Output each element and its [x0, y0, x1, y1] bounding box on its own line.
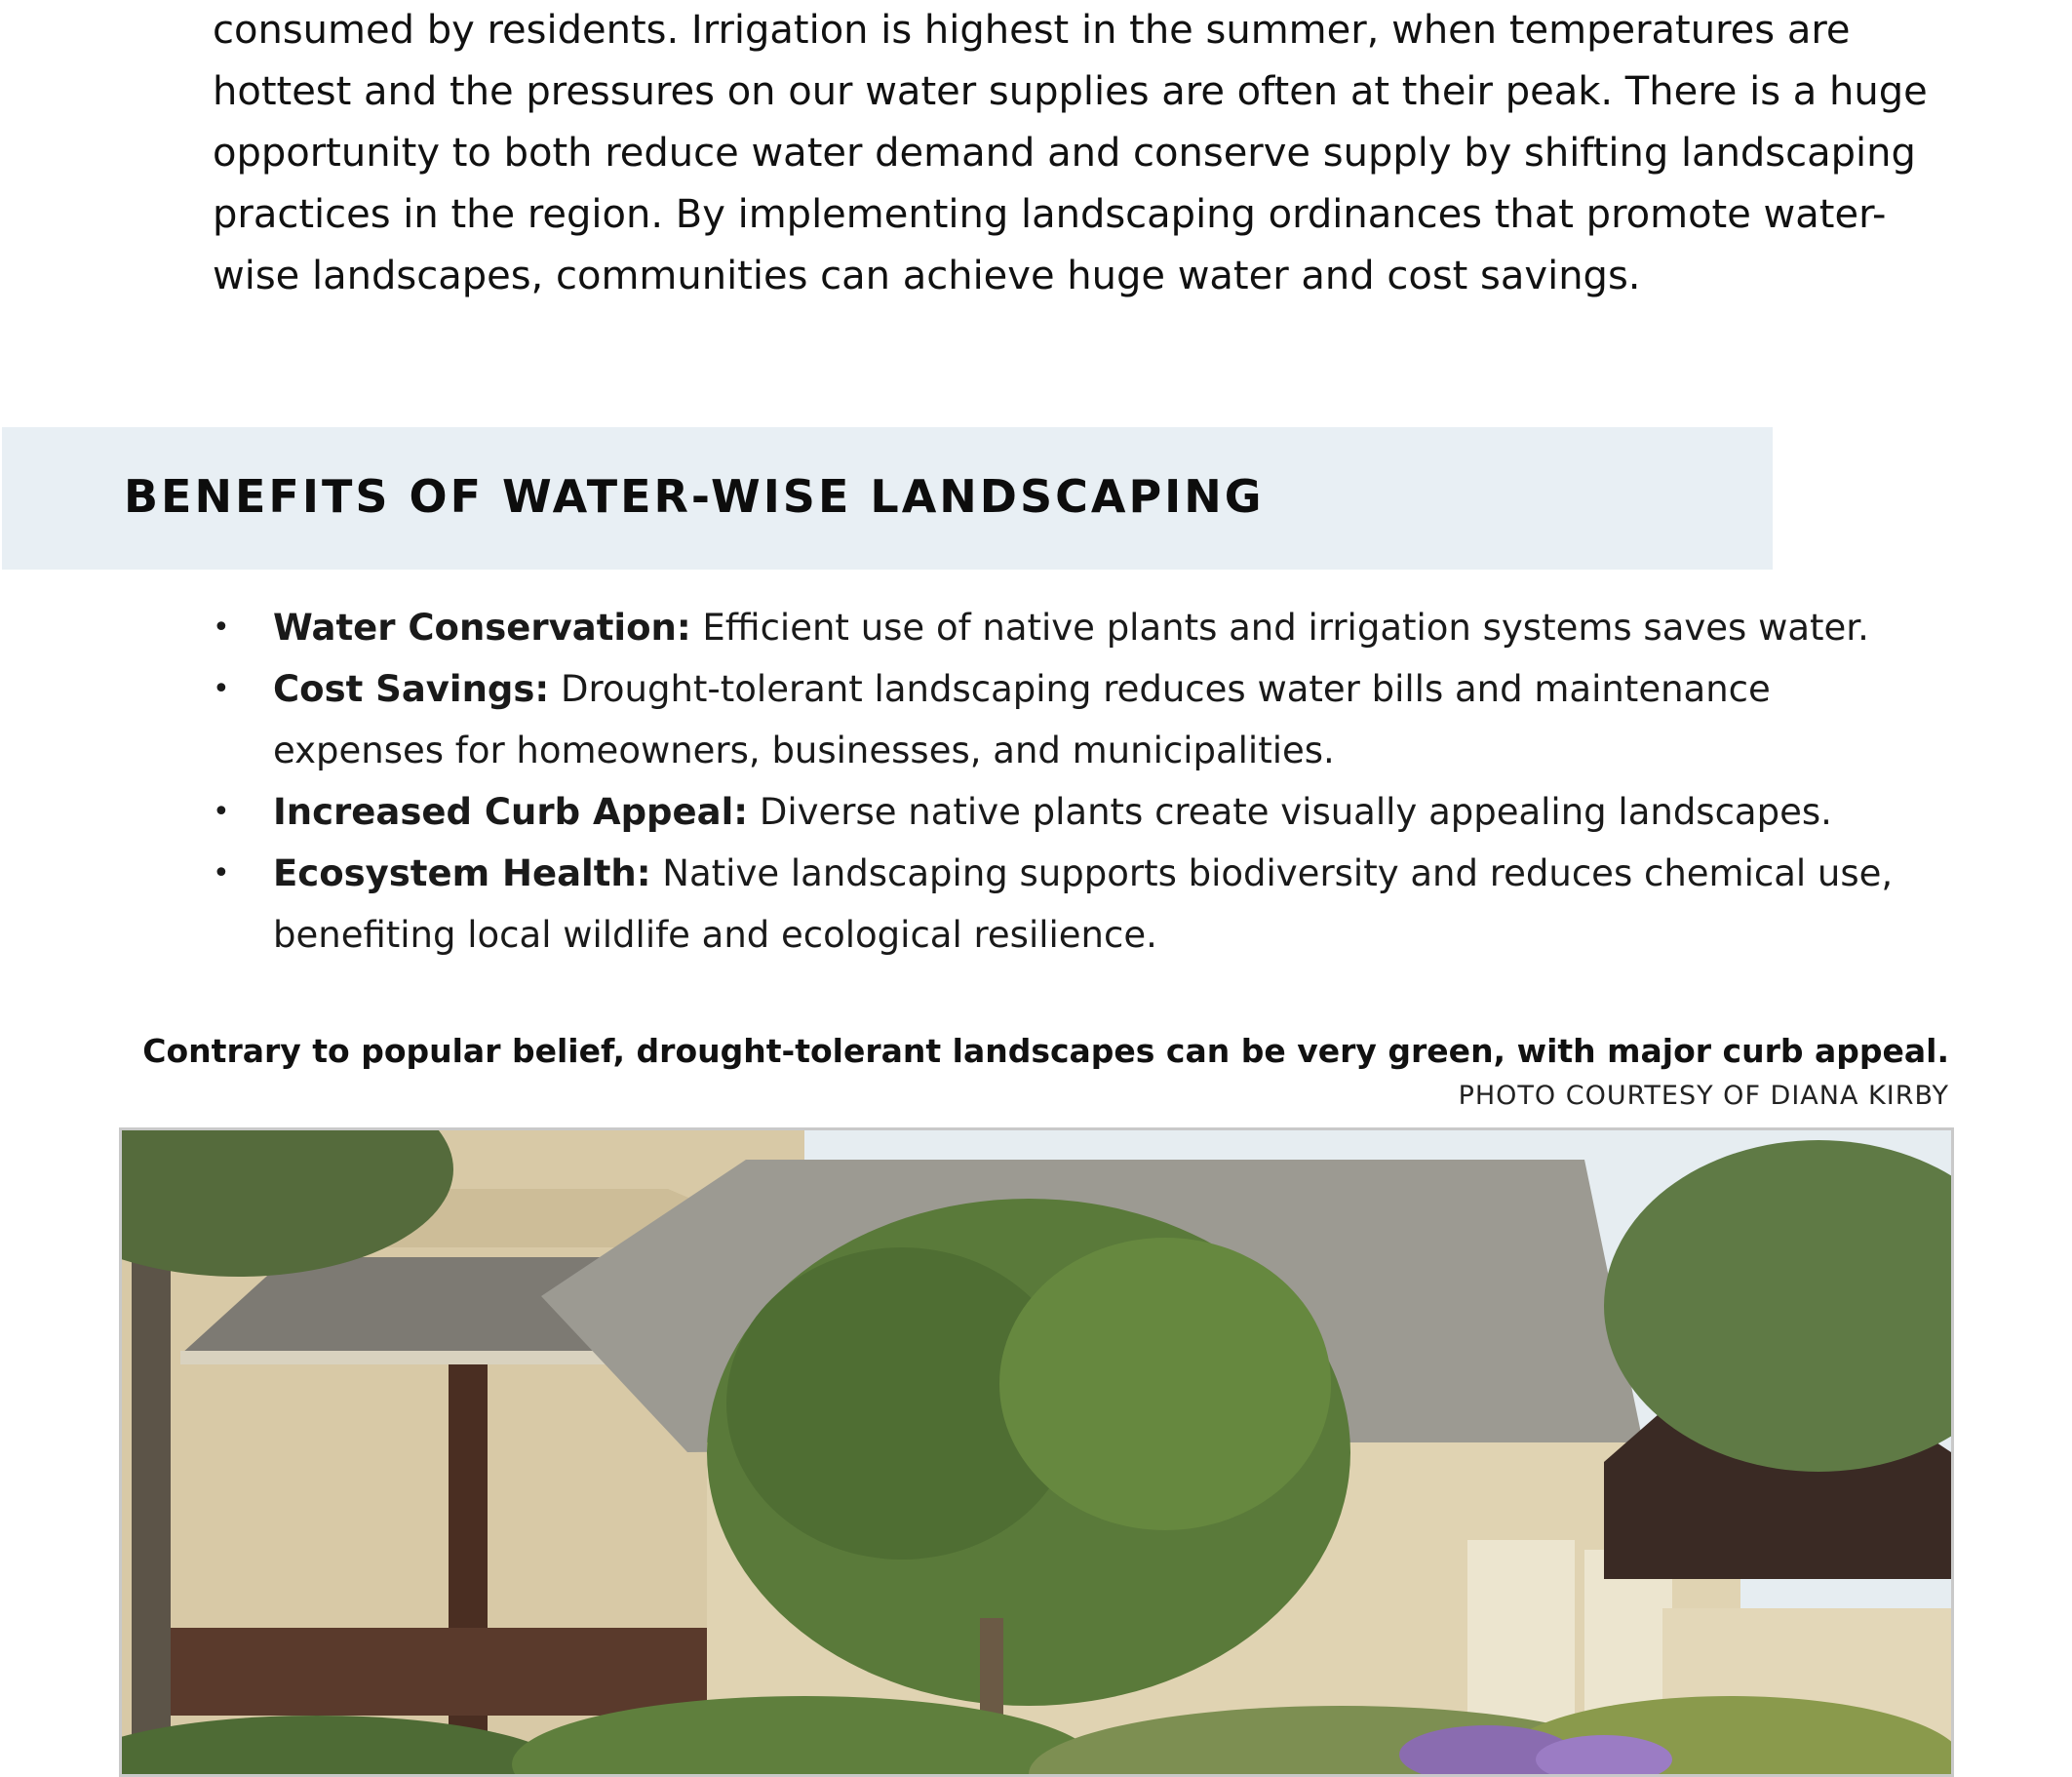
- section-band: [2, 427, 1773, 570]
- benefit-text: Native landscaping supports biodiversity and reduces chemical use, benefiting local wildlife and ecological resilience.: [273, 852, 1894, 956]
- photo-caption: Contrary to popular belief, drought-tolerant landscapes can be very green, with major curb appeal.: [142, 1032, 1949, 1070]
- benefits-list: [213, 597, 1911, 966]
- photo-credit: PHOTO COURTESY OF DIANA KIRBY: [1458, 1081, 1949, 1111]
- list-item: [213, 597, 1911, 658]
- intro-paragraph: [213, 0, 1929, 307]
- benefit-text: Diverse native plants create visually appealing landscapes.: [748, 791, 1832, 833]
- benefit-title: Water Conservation:: [273, 607, 691, 649]
- bullet-icon: •: [213, 856, 230, 890]
- bullet-icon: •: [213, 611, 230, 645]
- list-item: [213, 658, 1911, 781]
- list-item: [213, 843, 1911, 966]
- bullet-icon: •: [213, 672, 230, 706]
- house-landscape-photo: [119, 1127, 1954, 1777]
- bullet-icon: •: [213, 795, 230, 829]
- house-illustration: [122, 1130, 1951, 1774]
- benefit-title: Cost Savings:: [273, 668, 550, 710]
- benefit-text: Efficient use of native plants and irrigation systems saves water.: [690, 607, 1869, 649]
- benefit-text: Drought-tolerant landscaping reduces water bills and maintenance expenses for homeowners, businesses, and municipalities.: [273, 668, 1771, 771]
- benefit-title: Increased Curb Appeal:: [273, 791, 749, 833]
- list-item: [213, 781, 1911, 843]
- section-heading: BENEFITS OF WATER-WISE LANDSCAPING: [124, 470, 1265, 523]
- benefit-title: Ecosystem Health:: [273, 852, 651, 894]
- intro-text: consumed by residents. Irrigation is highest in the summer, when temperatures are hottest and the pressures on our water supplies are often at their peak. There is a huge opportunity to both reduce water demand and conserve supply by shifting landscaping practices in the region. By implementing landscaping ordinances that promote water-wise landscapes, communities can achieve huge water and cost savings.: [213, 8, 1928, 298]
